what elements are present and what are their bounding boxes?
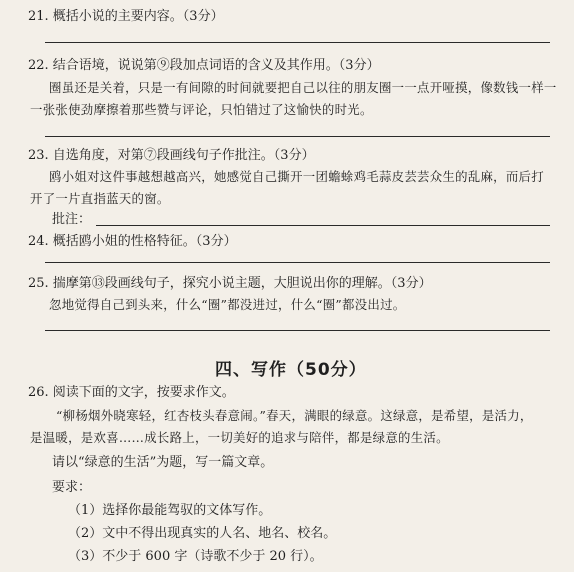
- question-25-quote: 忽地觉得自己到头来，什么“圈”都没进过，什么“圈”都没出过。: [49, 297, 406, 312]
- requirement-3: （3）不少于 600 字（诗歌不少于 20 行）。: [68, 549, 323, 564]
- question-23: 23. 自选角度，对第⑦段画线句子作批注。（3分）: [28, 148, 315, 163]
- question-22-quote-line-1: 圈虽还是关着，只是一有间隙的时间就要把自己以往的朋友圈一一点开哑摸，像数钱一样一: [49, 80, 557, 95]
- answer-line-21: [45, 42, 550, 43]
- requirement-1: （1）选择你最能驾驭的文体写作。: [68, 503, 272, 518]
- question-23-quote-line-1: 鸥小姐对这件事越想越高兴，她感觉自己撕开一团蟾蜍鸡毛蒜皮芸芸众生的乱麻，而后打: [49, 169, 544, 184]
- question-26: 26. 阅读下面的文字，按要求作文。: [28, 385, 235, 400]
- question-24: 24. 概括鸥小姐的性格特征。（3分）: [28, 234, 237, 249]
- requirement-2: （2）文中不得出现真实的人名、地名、校名。: [68, 526, 337, 541]
- answer-line-22: [45, 136, 550, 137]
- question-22: 22. 结合语境，说说第⑨段加点词语的含义及其作用。（3分）: [28, 58, 380, 73]
- question-22-quote-line-2: 一张张使劲摩擦着那些赞与评论，只怕错过了这愉快的时光。: [30, 102, 373, 117]
- answer-line-25: [45, 330, 550, 331]
- section-title: 四、写作（50分）: [215, 360, 367, 380]
- writing-passage-line-1: “柳杨烟外晓寒轻，红杏枝头春意闹。”春天，满眼的绿意。这绿意，是希望，是活力，: [56, 408, 533, 423]
- requirements-label: 要求：: [52, 480, 92, 495]
- answer-line-24: [45, 262, 550, 263]
- question-21: 21. 概括小说的主要内容。（3分）: [28, 9, 224, 24]
- writing-instruction: 请以“绿意的生活”为题，写一篇文章。: [52, 455, 274, 470]
- annotation-label: 批注：: [52, 212, 92, 227]
- annotation-line: [96, 225, 550, 226]
- writing-passage-line-2: 是温暖，是欢喜……成长路上，一切美好的追求与陪伴，都是绿意的生活。: [30, 430, 449, 445]
- question-23-quote-line-2: 开了一片直指蓝天的窗。: [30, 191, 170, 206]
- question-25: 25. 揣摩第⑬段画线句子，探究小说主题，大胆说出你的理解。（3分）: [28, 276, 432, 291]
